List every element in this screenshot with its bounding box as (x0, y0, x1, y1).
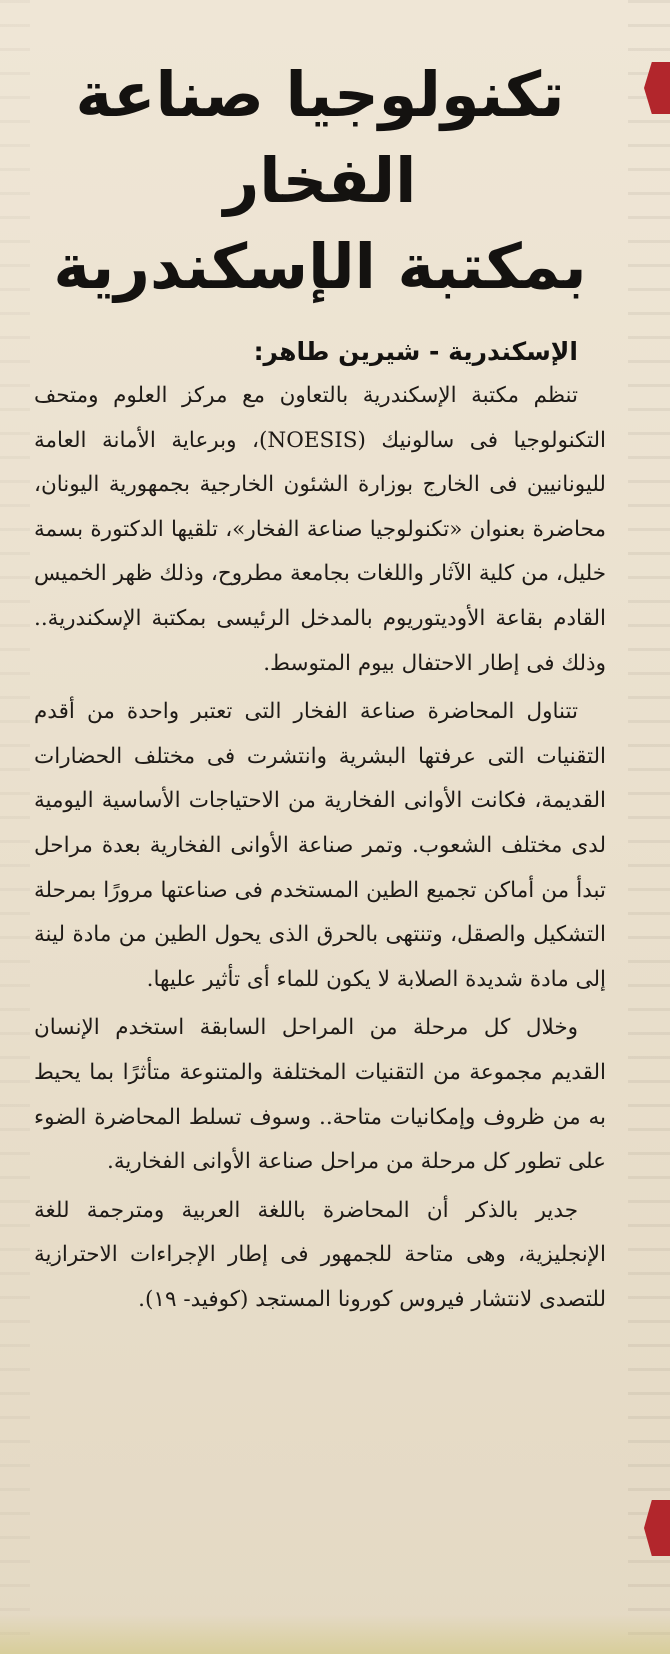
article-headline (34, 52, 606, 310)
paragraph-3: وخلال كل مرحلة من المراحل السابقة استخدم الإنسان القديم مجموعة من التقنيات المختلفة والمتنوعة متأثرًا بما يحيط به من ظروف وإمكانيات متاحة.. وسوف تسلط المحاضرة الضوء على تطور كل مرحلة من مراحل صناعة الأوانى الفخارية. (34, 1015, 606, 1175)
headline-line-1: تكنولوجيا صناعة الفخار (75, 58, 565, 217)
bottom-edge-band (0, 1614, 670, 1654)
news-article (34, 52, 606, 1326)
paragraph-1: تنظم مكتبة الإسكندرية بالتعاون مع مركز العلوم ومتحف التكنولوجيا فى سالونيك (NOESIS)، وبرعاية الأمانة العامة لليونانيين فى الخارج بوزارة الشئون الخارجية بجمهورية اليونان، محاضرة بعنوان «تكنولوجيا صناعة الفخار»، تلقيها الدكتورة بسمة خليل، من كلية الآثار واللغات بجامعة مطروح، وذلك ظهر الخميس القادم بقاعة الأوديتوريوم بالمدخل الرئيسى بمكتبة الإسكندرية.. وذلك فى إطار الاحتفال بيوم المتوسط. (34, 383, 606, 676)
margin-bleed-right (628, 0, 670, 1654)
paragraph-4: جدير بالذكر أن المحاضرة باللغة العربية ومترجمة للغة الإنجليزية، وهى متاحة للجمهور فى إطار الإجراءات الاحترازية للتصدى لانتشار فيروس كورونا المستجد (كوفيد- ١٩). (34, 1197, 606, 1312)
headline-line-2: بمكتبة الإسكندرية (53, 230, 587, 303)
paragraph-2: تتناول المحاضرة صناعة الفخار التى تعتبر واحدة من أقدم التقنيات التى عرفتها البشرية وانتشرت فى مختلف الحضارات القديمة، فكانت الأوانى الفخارية من الاحتياجات الأساسية اليومية لدى مختلف الشعوب. وتمر صناعة الأوانى الفخارية بعدة مراحل تبدأ من أماكن تجميع الطين المستخدم فى صناعتها مرورًا بمرحلة التشكيل والصقل، وتنتهى بالحرق الذى يحول الطين من مادة لينة إلى مادة شديدة الصلابة لا يكون للماء أى تأثير عليها. (34, 699, 606, 992)
margin-bleed-left (0, 0, 30, 1654)
article-body (34, 374, 606, 1322)
article-byline: الإسكندرية - شيرين طاهر: (253, 337, 578, 366)
